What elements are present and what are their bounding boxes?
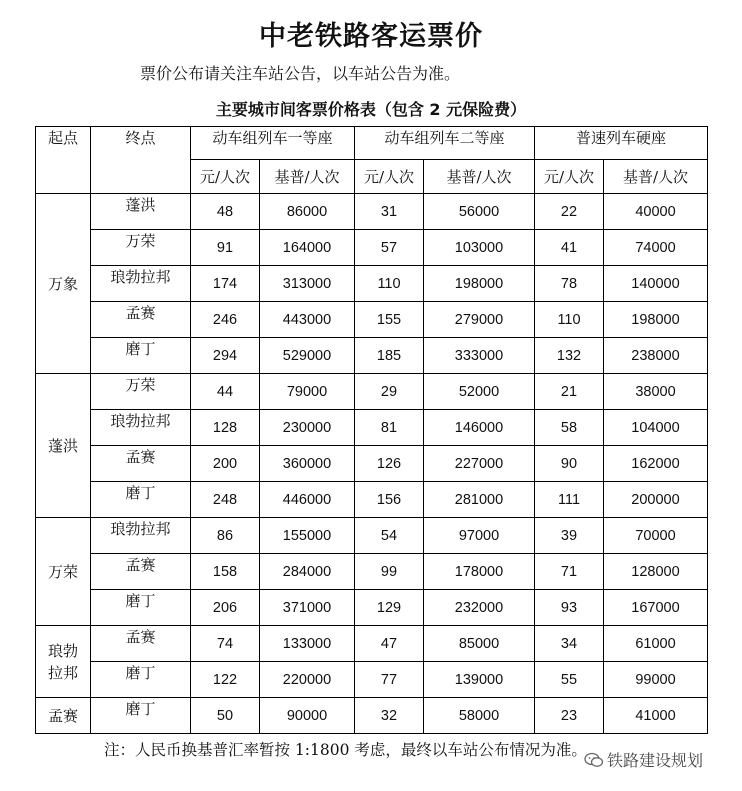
fare-cny-cell: 77 — [355, 662, 424, 698]
fare-cny-cell: 23 — [535, 698, 604, 734]
destination-cell: 磨丁 — [91, 698, 191, 734]
fare-cny-cell: 110 — [535, 302, 604, 338]
fare-kip-cell: 164000 — [260, 230, 355, 266]
table-row — [36, 626, 708, 662]
fare-kip-cell: 162000 — [604, 446, 708, 482]
fare-cny-cell: 90 — [535, 446, 604, 482]
destination-cell: 孟赛 — [91, 554, 191, 590]
table-row — [36, 482, 708, 518]
destination-cell: 琅勃拉邦 — [91, 518, 191, 554]
watermark-text: 铁路建设规划 — [607, 751, 704, 770]
fare-cny-cell: 99 — [355, 554, 424, 590]
table-row — [36, 698, 708, 734]
fare-kip-cell: 58000 — [424, 698, 535, 734]
fare-cny-cell: 111 — [535, 482, 604, 518]
fare-kip-cell: 79000 — [260, 374, 355, 410]
table-row — [36, 194, 708, 230]
fare-kip-cell: 56000 — [424, 194, 535, 230]
destination-cell: 蓬洪 — [91, 194, 191, 230]
fare-kip-cell: 86000 — [260, 194, 355, 230]
destination-cell: 琅勃拉邦 — [91, 410, 191, 446]
table-row — [36, 662, 708, 698]
fare-cny-cell: 55 — [535, 662, 604, 698]
header-class: 动车组列车二等座 — [355, 127, 535, 160]
fare-kip-cell: 61000 — [604, 626, 708, 662]
fare-cny-cell: 31 — [355, 194, 424, 230]
fare-cny-cell: 41 — [535, 230, 604, 266]
fare-kip-cell: 443000 — [260, 302, 355, 338]
fare-cny-cell: 122 — [191, 662, 260, 698]
table-row — [36, 338, 708, 374]
page-title: 中老铁路客运票价 — [259, 21, 483, 52]
table-row — [36, 518, 708, 554]
destination-cell: 万荣 — [91, 230, 191, 266]
fare-cny-cell: 71 — [535, 554, 604, 590]
fare-cny-cell: 34 — [535, 626, 604, 662]
fare-kip-cell: 133000 — [260, 626, 355, 662]
fare-cny-cell: 132 — [535, 338, 604, 374]
fare-cny-cell: 206 — [191, 590, 260, 626]
header-class: 普速列车硬座 — [535, 127, 708, 160]
fare-cny-cell: 54 — [355, 518, 424, 554]
fare-kip-cell: 220000 — [260, 662, 355, 698]
fare-kip-cell: 198000 — [604, 302, 708, 338]
table-row — [36, 230, 708, 266]
table-title: 主要城市间客票价格表（包含 2 元保险费） — [215, 100, 527, 119]
fare-cny-cell: 32 — [355, 698, 424, 734]
header-unit: 元/人次 — [191, 160, 260, 194]
header-unit: 基普/人次 — [260, 160, 355, 194]
fare-kip-cell: 128000 — [604, 554, 708, 590]
fare-kip-cell: 70000 — [604, 518, 708, 554]
fare-kip-cell: 103000 — [424, 230, 535, 266]
fare-kip-cell: 140000 — [604, 266, 708, 302]
destination-cell: 孟赛 — [91, 446, 191, 482]
fare-kip-cell: 38000 — [604, 374, 708, 410]
fare-kip-cell: 230000 — [260, 410, 355, 446]
fare-kip-cell: 529000 — [260, 338, 355, 374]
fare-cny-cell: 158 — [191, 554, 260, 590]
fare-kip-cell: 146000 — [424, 410, 535, 446]
footnote: 注：人民币换基普汇率暂按 1:1800 考虑，最终以车站公布情况为准。 — [104, 741, 587, 759]
fare-kip-cell: 279000 — [424, 302, 535, 338]
header-destination: 终点 — [91, 127, 191, 194]
table-row — [36, 374, 708, 410]
header-origin: 起点 — [36, 127, 91, 194]
fare-cny-cell: 57 — [355, 230, 424, 266]
header-unit: 基普/人次 — [424, 160, 535, 194]
fare-kip-cell: 178000 — [424, 554, 535, 590]
fare-cny-cell: 248 — [191, 482, 260, 518]
origin-cell: 蓬洪 — [36, 374, 91, 518]
fare-cny-cell: 78 — [535, 266, 604, 302]
fare-kip-cell: 200000 — [604, 482, 708, 518]
fare-kip-cell: 99000 — [604, 662, 708, 698]
fare-cny-cell: 174 — [191, 266, 260, 302]
destination-cell: 磨丁 — [91, 338, 191, 374]
fare-kip-cell: 333000 — [424, 338, 535, 374]
destination-cell: 孟赛 — [91, 626, 191, 662]
header-unit: 元/人次 — [535, 160, 604, 194]
fare-cny-cell: 86 — [191, 518, 260, 554]
watermark — [584, 748, 703, 771]
destination-cell: 磨丁 — [91, 590, 191, 626]
fare-cny-cell: 47 — [355, 626, 424, 662]
destination-cell: 琅勃拉邦 — [91, 266, 191, 302]
origin-cell: 万荣 — [36, 518, 91, 626]
fare-kip-cell: 139000 — [424, 662, 535, 698]
fare-cny-cell: 48 — [191, 194, 260, 230]
origin-cell: 万象 — [36, 194, 91, 374]
fare-cny-cell: 50 — [191, 698, 260, 734]
fare-cny-cell: 81 — [355, 410, 424, 446]
table-row — [36, 302, 708, 338]
fare-kip-cell: 284000 — [260, 554, 355, 590]
table-row — [36, 410, 708, 446]
fare-cny-cell: 128 — [191, 410, 260, 446]
fare-kip-cell: 281000 — [424, 482, 535, 518]
fare-kip-cell: 446000 — [260, 482, 355, 518]
header-unit: 基普/人次 — [604, 160, 708, 194]
fare-kip-cell: 97000 — [424, 518, 535, 554]
header-class: 动车组列车一等座 — [191, 127, 355, 160]
fare-kip-cell: 85000 — [424, 626, 535, 662]
table-row — [36, 554, 708, 590]
fare-kip-cell: 371000 — [260, 590, 355, 626]
fare-kip-cell: 90000 — [260, 698, 355, 734]
fare-table-body — [36, 194, 708, 734]
fare-kip-cell: 104000 — [604, 410, 708, 446]
fare-kip-cell: 40000 — [604, 194, 708, 230]
fare-kip-cell: 52000 — [424, 374, 535, 410]
destination-cell: 磨丁 — [91, 662, 191, 698]
wechat-icon — [584, 752, 604, 768]
table-row — [36, 590, 708, 626]
fare-cny-cell: 21 — [535, 374, 604, 410]
origin-cell: 孟赛 — [36, 698, 91, 734]
fare-kip-cell: 198000 — [424, 266, 535, 302]
fare-cny-cell: 246 — [191, 302, 260, 338]
fare-cny-cell: 74 — [191, 626, 260, 662]
header-unit: 元/人次 — [355, 160, 424, 194]
fare-cny-cell: 200 — [191, 446, 260, 482]
origin-cell: 琅勃拉邦 — [36, 626, 91, 698]
destination-cell: 孟赛 — [91, 302, 191, 338]
fare-kip-cell: 41000 — [604, 698, 708, 734]
fare-kip-cell: 232000 — [424, 590, 535, 626]
notice-text: 票价公布请关注车站公告，以车站公告为准。 — [140, 64, 461, 83]
table-row — [36, 266, 708, 302]
fare-cny-cell: 39 — [535, 518, 604, 554]
fare-cny-cell: 44 — [191, 374, 260, 410]
fare-cny-cell: 126 — [355, 446, 424, 482]
fare-cny-cell: 155 — [355, 302, 424, 338]
fare-kip-cell: 238000 — [604, 338, 708, 374]
destination-cell: 万荣 — [91, 374, 191, 410]
fare-cny-cell: 22 — [535, 194, 604, 230]
fare-kip-cell: 313000 — [260, 266, 355, 302]
fare-cny-cell: 91 — [191, 230, 260, 266]
fare-cny-cell: 156 — [355, 482, 424, 518]
destination-cell: 磨丁 — [91, 482, 191, 518]
fare-cny-cell: 93 — [535, 590, 604, 626]
fare-kip-cell: 155000 — [260, 518, 355, 554]
fare-cny-cell: 185 — [355, 338, 424, 374]
fare-cny-cell: 294 — [191, 338, 260, 374]
fare-kip-cell: 74000 — [604, 230, 708, 266]
fare-kip-cell: 227000 — [424, 446, 535, 482]
fare-cny-cell: 29 — [355, 374, 424, 410]
fare-table — [35, 126, 708, 734]
fare-cny-cell: 58 — [535, 410, 604, 446]
fare-cny-cell: 129 — [355, 590, 424, 626]
table-row — [36, 446, 708, 482]
fare-kip-cell: 360000 — [260, 446, 355, 482]
fare-cny-cell: 110 — [355, 266, 424, 302]
fare-kip-cell: 167000 — [604, 590, 708, 626]
